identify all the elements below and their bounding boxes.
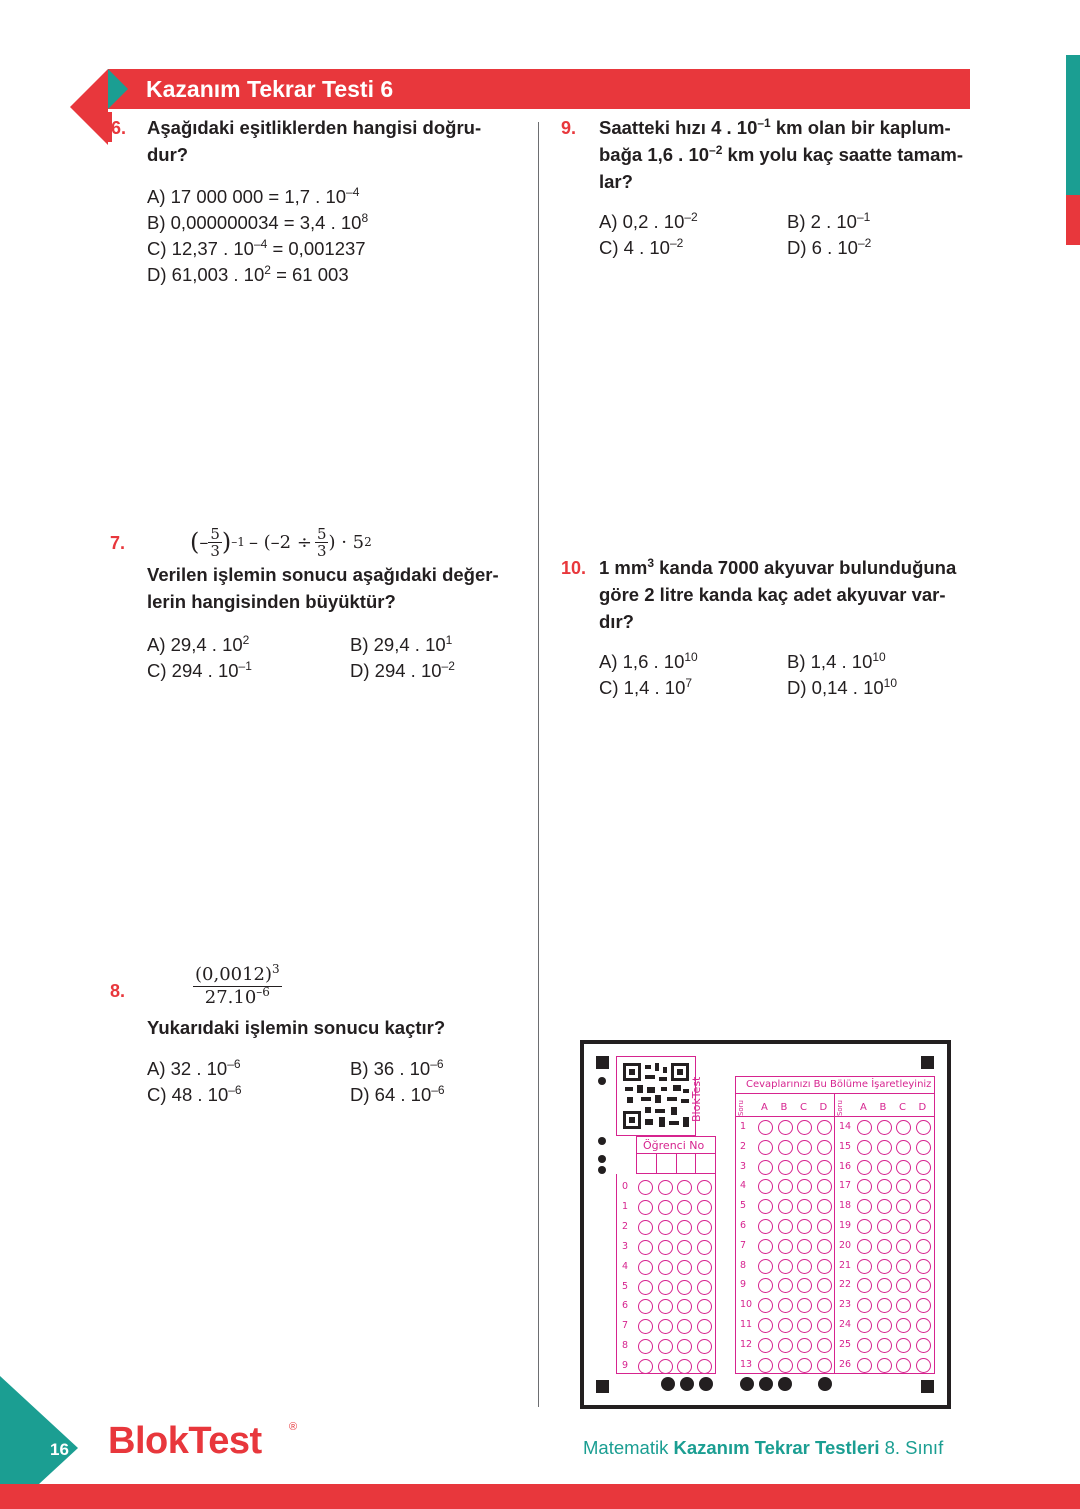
answer-bubble[interactable] — [896, 1219, 911, 1234]
header-teal-marker — [108, 69, 128, 109]
q6-option-d[interactable]: D) 61,003 . $10^2 = 61$ 003 — [147, 263, 349, 285]
student-no-header — [636, 1136, 716, 1154]
answer-row-number: 6 — [740, 1220, 747, 1231]
answer-row-number: 5 — [740, 1200, 747, 1212]
answer-bubble[interactable] — [877, 1179, 892, 1194]
timing-dot — [699, 1377, 713, 1391]
answer-bubble[interactable] — [877, 1278, 892, 1293]
footer-title: Matematik Kazanım Tekrar Testleri 8. Sınıf — [583, 1437, 944, 1458]
q10-option-b[interactable]: B) 1,4 . $10^{10}$ — [787, 650, 886, 672]
student-digit-label: 2 — [622, 1220, 629, 1232]
student-digit-label: 7 — [622, 1320, 629, 1332]
answer-grid-split — [834, 1094, 835, 1374]
student-digit-bubble[interactable] — [638, 1240, 653, 1255]
answer-bubble[interactable] — [778, 1179, 793, 1194]
answer-header — [735, 1076, 935, 1094]
question-9-text — [599, 114, 963, 195]
question-10-text — [599, 554, 956, 635]
header-arrow — [70, 69, 108, 145]
answer-bubble[interactable] — [797, 1140, 812, 1155]
question-7-text — [147, 561, 499, 615]
form-corner-mark — [596, 1056, 609, 1069]
answer-row-number: 8 — [740, 1259, 747, 1271]
student-digit-label: 5 — [622, 1280, 629, 1292]
question-6-number: 6. — [111, 118, 127, 138]
q9-option-d[interactable]: D) 6 . $10^{-2}$ — [787, 236, 872, 258]
choice-header-c: C — [800, 1102, 807, 1113]
q7-option-b[interactable]: B) 29,4 . $10^1$ — [350, 633, 453, 655]
q10-option-d[interactable]: D) 0,14 . $10^{10}$ — [787, 676, 898, 698]
answer-bubble[interactable] — [916, 1259, 931, 1274]
answer-bubble[interactable] — [778, 1338, 793, 1353]
answer-bubble[interactable] — [916, 1298, 931, 1313]
answer-bubble[interactable] — [896, 1338, 911, 1353]
q8-option-d[interactable]: D) 64 . $10^{-6}$ — [350, 1083, 445, 1105]
student-digit-bubble[interactable] — [658, 1220, 673, 1235]
answer-bubble[interactable] — [778, 1239, 793, 1254]
choice-header-b: B — [879, 1102, 887, 1113]
answer-bubble[interactable] — [916, 1219, 931, 1234]
answer-bubble[interactable] — [916, 1160, 931, 1175]
student-digit-bubble[interactable] — [697, 1260, 712, 1275]
choice-header-a: A — [761, 1102, 768, 1113]
answer-bubble[interactable] — [857, 1338, 872, 1353]
choice-header-d: D — [918, 1102, 927, 1113]
question-7-line1: Verilen işlemin sonucu aşağıdaki değer- — [147, 564, 499, 585]
answer-bubble[interactable] — [778, 1278, 793, 1293]
answer-bubble[interactable] — [916, 1338, 931, 1353]
q8-option-b[interactable]: B) 36 . $10^{-6}$ — [350, 1057, 444, 1079]
answer-row-number: 2 — [740, 1140, 747, 1152]
answer-bubble[interactable] — [877, 1160, 892, 1175]
answer-bubble[interactable] — [896, 1358, 911, 1373]
edge-tab-red — [1066, 195, 1080, 245]
answer-row-number: 15 — [839, 1140, 852, 1152]
answer-bubble[interactable] — [857, 1120, 872, 1135]
student-digit-bubble[interactable] — [697, 1339, 712, 1354]
brand-logo: BlokTest — [108, 1420, 262, 1462]
student-digit-bubble[interactable] — [658, 1280, 673, 1295]
answer-bubble[interactable] — [877, 1140, 892, 1155]
student-digit-label: 6 — [622, 1300, 629, 1312]
timing-dot — [778, 1377, 792, 1391]
answer-bubble[interactable] — [916, 1358, 931, 1373]
answer-bubble[interactable] — [758, 1160, 773, 1175]
answer-row-number: 7 — [740, 1239, 747, 1251]
answer-bubble[interactable] — [778, 1199, 793, 1214]
question-7-line2: lerin hangisinden büyüktür? — [147, 591, 396, 612]
answer-row-number: 1 — [740, 1121, 747, 1132]
answer-row-number: 4 — [740, 1180, 747, 1192]
student-digit-bubble[interactable] — [677, 1240, 692, 1255]
timing-dot — [759, 1377, 773, 1391]
answer-bubble[interactable] — [896, 1140, 911, 1155]
student-no-label: Öğrenci No — [643, 1139, 705, 1152]
answer-bubble[interactable] — [896, 1318, 911, 1333]
answer-bubble[interactable] — [916, 1179, 931, 1194]
student-digit-bubble[interactable] — [697, 1280, 712, 1295]
form-brand-vertical: BlokTest — [690, 1076, 703, 1122]
answer-bubble[interactable] — [817, 1120, 832, 1135]
student-digit-bubble[interactable] — [658, 1319, 673, 1334]
q10-option-c[interactable]: C) 1,4 . $10^7$ — [599, 676, 693, 698]
answer-bubble[interactable] — [778, 1259, 793, 1274]
answer-bubble[interactable] — [877, 1298, 892, 1313]
answer-bubble[interactable] — [758, 1120, 773, 1135]
answer-bubble[interactable] — [797, 1219, 812, 1234]
choice-header-b: B — [780, 1102, 788, 1113]
student-digit-bubble[interactable] — [658, 1200, 673, 1215]
answer-bubble[interactable] — [758, 1219, 773, 1234]
student-digit-bubble[interactable] — [677, 1260, 692, 1275]
student-digit-bubble[interactable] — [658, 1180, 673, 1195]
answer-row-number: 24 — [839, 1319, 852, 1330]
answer-row-number: 12 — [740, 1338, 753, 1350]
answer-row-number: 9 — [740, 1279, 747, 1291]
answer-bubble[interactable] — [857, 1318, 872, 1333]
student-digit-bubble[interactable] — [697, 1359, 712, 1374]
answer-bubble[interactable] — [817, 1358, 832, 1373]
student-digit-bubble[interactable] — [697, 1299, 712, 1314]
answer-bubble[interactable] — [817, 1298, 832, 1313]
answer-bubble[interactable] — [778, 1120, 793, 1135]
question-6-options — [147, 184, 368, 288]
answer-bubble[interactable] — [778, 1318, 793, 1333]
timing-dot — [598, 1077, 606, 1085]
answer-bubble[interactable] — [857, 1160, 872, 1175]
answer-row-number: 23 — [839, 1299, 852, 1311]
timing-dot — [680, 1377, 694, 1391]
brand-registered-mark: ® — [289, 1421, 298, 1433]
student-digit-bubble[interactable] — [658, 1260, 673, 1275]
q6-option-b[interactable]: B) 0,000000034 = 3,4 . $10^8$ — [147, 211, 369, 233]
student-digit-bubble[interactable] — [697, 1200, 712, 1215]
soru-label: Soru — [737, 1100, 745, 1117]
answer-grid-header-line — [735, 1116, 935, 1117]
q8-option-c[interactable]: C) 48 . $10^{-6}$ — [147, 1083, 242, 1105]
q6-option-c[interactable]: C) 12,37 . $10^{-4} = 0,001237$ — [147, 237, 366, 259]
student-digit-bubble[interactable] — [638, 1200, 653, 1215]
answer-header-label: Cevaplarınızı Bu Bölüme İşaretleyiniz — [746, 1079, 932, 1090]
question-6-line1: Aşağıdaki eşitliklerden hangisi doğru- — [147, 117, 482, 138]
answer-row-number: 16 — [839, 1160, 852, 1172]
answer-bubble[interactable] — [896, 1160, 911, 1175]
student-digit-bubble[interactable] — [658, 1299, 673, 1314]
answer-bubble[interactable] — [797, 1259, 812, 1274]
student-digit-bubble[interactable] — [658, 1240, 673, 1255]
answer-bubble[interactable] — [817, 1259, 832, 1274]
answer-bubble[interactable] — [758, 1318, 773, 1333]
q6-option-a[interactable]: A) 17 000 000 = 1,7 . $10^{-4}$ — [147, 185, 360, 207]
question-7-expression: ( – $\frac{5}{3}$ ) –1 – (–2 ÷ $\frac{5}{3}$ ) · 5 2 — [190, 524, 372, 560]
choice-header-c: C — [899, 1102, 906, 1113]
question-10-line1: 1 $mm^3$ kanda 7000 akyuvar bulunduğuna — [599, 556, 957, 578]
student-digit-bubble[interactable] — [677, 1280, 692, 1295]
answer-bubble[interactable] — [817, 1219, 832, 1234]
student-digit-bubble[interactable] — [658, 1359, 673, 1374]
answer-bubble[interactable] — [817, 1160, 832, 1175]
answer-bubble[interactable] — [817, 1179, 832, 1194]
qr-code-icon — [623, 1063, 689, 1129]
answer-bubble[interactable] — [877, 1338, 892, 1353]
soru-label: Soru — [836, 1100, 844, 1117]
question-9-line3: lar? — [599, 171, 633, 192]
answer-bubble[interactable] — [916, 1278, 931, 1293]
footer-bar — [0, 1484, 1080, 1509]
answer-bubble[interactable] — [797, 1239, 812, 1254]
student-digit-bubble[interactable] — [638, 1280, 653, 1295]
timing-dot — [661, 1377, 675, 1391]
page-title: Kazanım Tekrar Testi 6 — [146, 76, 394, 102]
question-8-text: Yukarıdaki işlemin sonucu kaçtır? — [147, 1017, 446, 1038]
answer-bubble[interactable] — [877, 1239, 892, 1254]
q9-option-a[interactable]: A) 0,2 . $10^{-2}$ — [599, 210, 698, 232]
question-9-line1: Saatteki hızı 4 . $10^{-1}$ km olan bir kaplum- — [599, 116, 951, 138]
answer-bubble[interactable] — [758, 1259, 773, 1274]
answer-bubble[interactable] — [857, 1239, 872, 1254]
qr-code-frame — [616, 1056, 696, 1136]
answer-bubble[interactable] — [817, 1278, 832, 1293]
column-divider — [538, 122, 539, 1407]
answer-bubble[interactable] — [758, 1239, 773, 1254]
answer-bubble[interactable] — [758, 1338, 773, 1353]
choice-header-d: D — [819, 1102, 828, 1113]
student-digit-bubble[interactable] — [638, 1220, 653, 1235]
answer-bubble[interactable] — [778, 1160, 793, 1175]
q8-option-a[interactable]: A) 32 . $10^{-6}$ — [147, 1057, 241, 1079]
choice-header-a: A — [860, 1102, 867, 1113]
answer-bubble[interactable] — [817, 1338, 832, 1353]
answer-bubble[interactable] — [778, 1358, 793, 1373]
answer-bubble[interactable] — [857, 1259, 872, 1274]
question-6-line2: dur? — [147, 144, 189, 165]
form-corner-mark — [921, 1380, 934, 1393]
question-7-number: 7. — [110, 533, 126, 553]
answer-row-number: 19 — [839, 1220, 852, 1231]
page-number: 16 — [50, 1440, 69, 1459]
answer-bubble[interactable] — [797, 1318, 812, 1333]
optical-answer-form — [580, 1040, 951, 1409]
answer-row-number: 3 — [740, 1160, 747, 1172]
question-10-line3: dır? — [599, 611, 634, 632]
answer-bubble[interactable] — [857, 1219, 872, 1234]
answer-bubble[interactable] — [857, 1140, 872, 1155]
question-8-number: 8. — [110, 981, 126, 1001]
answer-bubble[interactable] — [817, 1199, 832, 1214]
answer-bubble[interactable] — [758, 1358, 773, 1373]
answer-bubble[interactable] — [758, 1140, 773, 1155]
answer-bubble[interactable] — [797, 1160, 812, 1175]
q9-option-c[interactable]: C) 4 . $10^{-2}$ — [599, 236, 684, 258]
answer-row-number: 25 — [839, 1338, 852, 1350]
question-8-expression: $(0,0012)^3$ $27.10^{-6}$ — [195, 962, 280, 1008]
question-10-line2: göre 2 litre kanda kaç adet akyuvar var- — [599, 584, 946, 605]
question-10-number: 10. — [561, 558, 587, 578]
answer-bubble[interactable] — [896, 1239, 911, 1254]
answer-bubble[interactable] — [877, 1259, 892, 1274]
edge-tab-teal — [1066, 55, 1080, 195]
student-digit-bubble[interactable] — [697, 1220, 712, 1235]
timing-dot — [740, 1377, 754, 1391]
answer-bubble[interactable] — [916, 1239, 931, 1254]
student-digit-label: 9 — [622, 1360, 629, 1372]
answer-bubble[interactable] — [857, 1358, 872, 1373]
answer-bubble[interactable] — [877, 1120, 892, 1135]
student-digit-bubble[interactable] — [697, 1180, 712, 1195]
student-no-write-row[interactable] — [636, 1154, 716, 1174]
question-6-text — [147, 114, 481, 168]
answer-bubble[interactable] — [817, 1318, 832, 1333]
question-9-number: 9. — [561, 118, 577, 138]
answer-bubble[interactable] — [916, 1199, 931, 1214]
q7-option-c[interactable]: C) 294 . $10^{-1}$ — [147, 659, 252, 681]
answer-bubble[interactable] — [916, 1318, 931, 1333]
answer-bubble[interactable] — [877, 1358, 892, 1373]
timing-dot — [598, 1137, 606, 1145]
answer-row-number: 21 — [839, 1259, 852, 1271]
student-digit-bubble[interactable] — [677, 1200, 692, 1215]
answer-bubble[interactable] — [797, 1338, 812, 1353]
student-digit-bubble[interactable] — [677, 1220, 692, 1235]
answer-row-number: 22 — [839, 1279, 852, 1291]
answer-bubble[interactable] — [797, 1358, 812, 1373]
student-digit-bubble[interactable] — [658, 1339, 673, 1354]
answer-bubble[interactable] — [817, 1239, 832, 1254]
student-digit-bubble[interactable] — [638, 1180, 653, 1195]
student-digit-bubble[interactable] — [638, 1359, 653, 1374]
q7-option-a[interactable]: A) 29,4 . $10^2$ — [147, 633, 250, 655]
student-digit-bubble[interactable] — [677, 1359, 692, 1374]
answer-row-number: 17 — [839, 1180, 852, 1192]
answer-row-number: 26 — [839, 1358, 852, 1370]
student-digit-bubble[interactable] — [697, 1240, 712, 1255]
answer-bubble[interactable] — [896, 1120, 911, 1135]
q7-option-d[interactable]: D) 294 . $10^{-2}$ — [350, 659, 455, 681]
answer-row-number: 14 — [839, 1121, 852, 1132]
form-corner-mark — [596, 1380, 609, 1393]
answer-row-number: 20 — [839, 1239, 852, 1251]
answer-row-number: 13 — [740, 1358, 753, 1370]
form-corner-mark — [921, 1056, 934, 1069]
answer-bubble[interactable] — [778, 1140, 793, 1155]
timing-dot — [598, 1166, 606, 1174]
student-digit-bubble[interactable] — [638, 1260, 653, 1275]
student-digit-bubble[interactable] — [677, 1180, 692, 1195]
answer-bubble[interactable] — [778, 1298, 793, 1313]
answer-bubble[interactable] — [916, 1120, 931, 1135]
answer-bubble[interactable] — [797, 1120, 812, 1135]
answer-row-number: 11 — [740, 1319, 753, 1330]
student-digit-label: 4 — [622, 1260, 629, 1272]
answer-bubble[interactable] — [778, 1219, 793, 1234]
answer-bubble[interactable] — [877, 1199, 892, 1214]
q9-option-b[interactable]: B) 2 . $10^{-1}$ — [787, 210, 871, 232]
question-9-line2: bağa 1,6 . $10^{-2}$ km yolu kaç saatte tamam- — [599, 143, 964, 165]
student-digit-label: 1 — [622, 1200, 629, 1212]
student-digit-label: 3 — [622, 1240, 629, 1252]
q10-option-a[interactable]: A) 1,6 . $10^{10}$ — [599, 650, 698, 672]
answer-bubble[interactable] — [877, 1318, 892, 1333]
answer-bubble[interactable] — [877, 1219, 892, 1234]
answer-bubble[interactable] — [916, 1140, 931, 1155]
timing-dot — [598, 1155, 606, 1163]
student-digit-label: 0 — [622, 1181, 629, 1192]
answer-row-number: 10 — [740, 1299, 753, 1311]
student-digit-bubble[interactable] — [697, 1319, 712, 1334]
answer-bubble[interactable] — [896, 1259, 911, 1274]
answer-row-number: 18 — [839, 1200, 852, 1212]
timing-dot — [818, 1377, 832, 1391]
student-digit-label: 8 — [622, 1340, 629, 1352]
answer-bubble[interactable] — [817, 1140, 832, 1155]
